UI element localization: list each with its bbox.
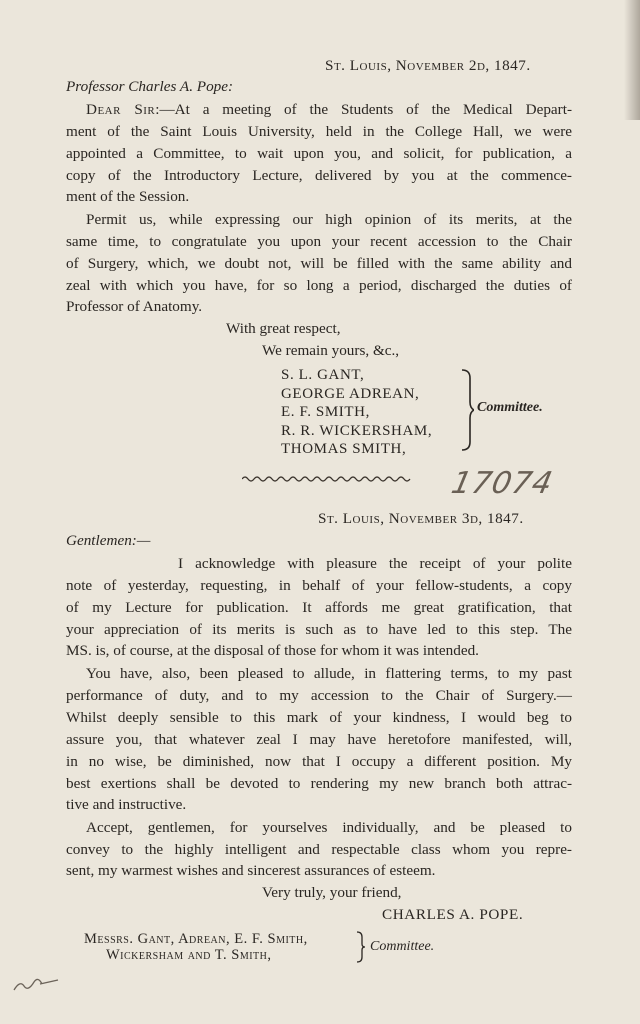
letter1-closing1: With great respect,	[226, 320, 341, 337]
accession-number-stamp: 17074	[448, 466, 557, 501]
letter1-para2-line: same time, to congratulate you upon your recent accession to the Chair	[66, 233, 572, 250]
signer-name: S. L. GANT,	[281, 367, 365, 383]
letter2-para1-first: I acknowledge with pleasure the receipt of your polite	[178, 555, 572, 572]
letter1-para1-last: ment of the Session.	[66, 188, 190, 205]
letter2-para2-line: performance of duty, and to my accession to the Chair of Surgery.—	[66, 687, 572, 704]
letter2-dateline: St. Louis, November 3d, 1847.	[318, 510, 524, 527]
letter2-para3-line: convey to the highly intelligent and respectable class whom you repre-	[66, 841, 572, 858]
letter2-para3-line: Accept, gentlemen, for yourselves individually, and be pleased to	[86, 819, 572, 836]
signer-name: R. R. WICKERSHAM,	[281, 422, 433, 439]
letter2-para2-line: You have, also, been pleased to allude, in flattering terms, to my past	[86, 665, 572, 682]
letter1-para2-line: Permit us, while expressing our high opinion of its merits, at the	[86, 211, 572, 228]
signer-name: GEORGE ADREAN,	[281, 385, 420, 402]
committee-label: Committee.	[477, 400, 543, 415]
letter1-para2-line: zeal with which you have, for so long a period, discharged the duties of	[66, 277, 572, 294]
letter1-para2-line: of Surgery, which, we doubt not, will be filled with the same ability and	[66, 255, 572, 272]
ink-mark	[12, 972, 62, 994]
letter1-salutation: Professor Charles A. Pope:	[66, 78, 234, 95]
letter2-para3-last: sent, my warmest wishes and sincerest assurances of esteem.	[66, 862, 436, 879]
letter1-closing2: We remain yours, &c.,	[262, 342, 400, 359]
letter2-para1-line: note of yesterday, requesting, in behalf of your fellow-students, a copy	[66, 577, 572, 594]
letter2-signature: CHARLES A. POPE.	[382, 906, 524, 923]
letter1-para1-line: copy of the Introductory Lecture, delivered by you at the commence-	[66, 167, 572, 184]
committee-signers	[281, 366, 432, 459]
letter2-para1-line: of my Lecture for publication. It affords me great gratification, that	[66, 599, 572, 616]
letter2-para2-line: best exertions shall be devoted to rendering my new branch both attrac-	[66, 775, 572, 792]
letter2-para1-last: MS. is, of course, at the disposal of those for whom it was intended.	[66, 642, 479, 659]
letter2-para2-line: assure you, that whatever zeal I may have heretofore manifested, will,	[66, 731, 572, 748]
letter2-para1-line: your appreciation of its merits is such as to have led to this step. The	[66, 621, 572, 638]
right-brace-icon	[356, 931, 366, 963]
address-line2: Wickersham and T. Smith,	[106, 947, 272, 963]
right-brace-icon	[460, 368, 474, 452]
letter2-para2-line: Whilst deeply sensible to this mark of your kindness, I would beg to	[66, 709, 572, 726]
letter2-para2-last: tive and instructive.	[66, 796, 187, 813]
address-committee-label: Committee.	[370, 939, 435, 954]
dear-sir-label: Dear Sir	[86, 101, 156, 118]
address-line1: Messrs. Gant, Adrean, E. F. Smith,	[84, 931, 308, 947]
signer-name: THOMAS SMITH,	[281, 441, 407, 458]
letter1-para1-first	[86, 99, 572, 121]
letter2-para2-line: in no wise, be diminished, now that I occupy a different position. My	[66, 753, 572, 770]
signer-name: E. F. SMITH,	[281, 404, 370, 421]
letter1-para1-line: ment of the Saint Louis University, held in the College Hall, we were	[66, 123, 572, 140]
page-edge-shadow	[624, 0, 640, 120]
letter2-salutation: Gentlemen:—	[66, 532, 151, 549]
letter1-dateline: St. Louis, November 2d, 1847.	[325, 57, 531, 74]
letter2-closing: Very truly, your friend,	[262, 884, 402, 901]
wavy-divider	[242, 474, 412, 484]
letter1-para2-last: Professor of Anatomy.	[66, 298, 203, 315]
letter1-para1-line: appointed a Committee, to wait upon you, and solicit, for publication, a	[66, 145, 572, 162]
letter1-para1-first-text: :—At a meeting of the Students of the Medical Depart-	[155, 101, 572, 118]
